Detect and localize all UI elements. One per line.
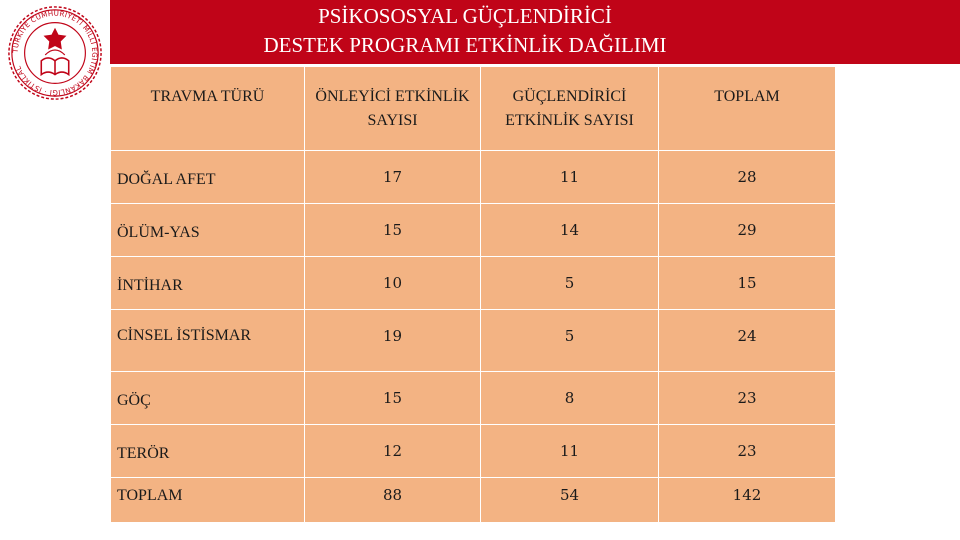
cell-toplam: 28 [659, 151, 836, 204]
table-row [111, 204, 836, 257]
page-title [110, 2, 820, 60]
title-line-2: DESTEK PROGRAMI ETKİNLİK DAĞILIMI [263, 33, 667, 57]
cell-guclendirici: 11 [481, 425, 659, 478]
table-row [111, 257, 836, 310]
row-label: İNTİHAR [111, 257, 305, 310]
row-label: CİNSEL İSTİSMAR [111, 310, 305, 372]
column-header: TRAVMA TÜRÜ [111, 67, 305, 151]
cell-guclendirici: 14 [481, 204, 659, 257]
cell-toplam: 142 [659, 478, 836, 523]
cell-onleyici: 15 [305, 372, 481, 425]
row-label: GÖÇ [111, 372, 305, 425]
column-header: GÜÇLENDİRİCİ ETKİNLİK SAYISI [481, 67, 659, 151]
table-header-row [111, 67, 836, 151]
table-row [111, 425, 836, 478]
cell-guclendirici: 54 [481, 478, 659, 523]
cell-guclendirici: 11 [481, 151, 659, 204]
activity-distribution-table [110, 66, 836, 523]
table-row [111, 372, 836, 425]
column-header: TOPLAM [659, 67, 836, 151]
cell-onleyici: 17 [305, 151, 481, 204]
column-header: ÖNLEYİCİ ETKİNLİK SAYISI [305, 67, 481, 151]
table-row [111, 310, 836, 372]
cell-toplam: 23 [659, 425, 836, 478]
row-label: DOĞAL AFET [111, 151, 305, 204]
table-row [111, 151, 836, 204]
cell-guclendirici: 8 [481, 372, 659, 425]
logo-ring-text: TÜRKİYE CUMHURİYETİ MİLLÎ EĞİTİM BAKANLIĞI · İSTİKLAL [10, 8, 100, 98]
cell-toplam: 23 [659, 372, 836, 425]
cell-onleyici: 19 [305, 310, 481, 372]
cell-onleyici: 10 [305, 257, 481, 310]
cell-onleyici: 88 [305, 478, 481, 523]
cell-toplam: 24 [659, 310, 836, 372]
ministry-logo [6, 4, 104, 102]
table-total-row [111, 478, 836, 523]
title-line-1: PSİKOSOSYAL GÜÇLENDİRİCİ [318, 4, 612, 28]
row-label: TERÖR [111, 425, 305, 478]
cell-onleyici: 12 [305, 425, 481, 478]
cell-toplam: 29 [659, 204, 836, 257]
row-label: ÖLÜM-YAS [111, 204, 305, 257]
cell-guclendirici: 5 [481, 310, 659, 372]
row-label: TOPLAM [111, 478, 305, 523]
cell-guclendirici: 5 [481, 257, 659, 310]
cell-onleyici: 15 [305, 204, 481, 257]
cell-toplam: 15 [659, 257, 836, 310]
